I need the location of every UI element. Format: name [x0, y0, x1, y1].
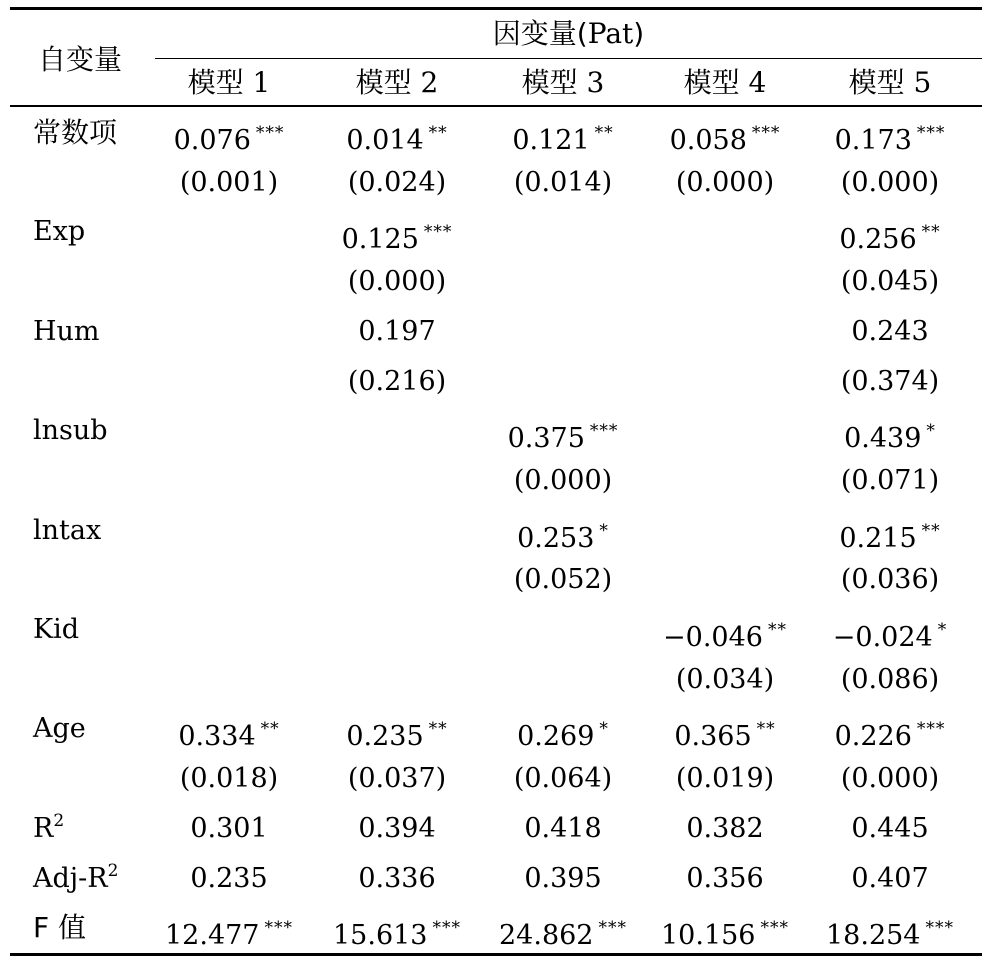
significance-stars: **	[428, 123, 448, 143]
model-header-1: 模型 1	[187, 66, 271, 99]
table-cell: 12.477 ***	[165, 918, 293, 952]
model-header-4: 模型 4	[683, 66, 767, 99]
table-cell: (0.000)	[840, 763, 940, 795]
significance-stars: ***	[432, 918, 461, 939]
table-cell: 0.407	[851, 862, 929, 894]
significance-stars: *	[937, 620, 948, 640]
table-cell: 0.439 *	[844, 421, 936, 455]
row-label: 常数项	[33, 116, 118, 149]
table-cell: 0.125 ***	[341, 222, 453, 256]
table-cell: 0.356	[686, 862, 764, 894]
significance-stars: ***	[925, 918, 954, 939]
significance-stars: ***	[589, 421, 619, 442]
table-cell: 0.269 *	[517, 719, 609, 753]
table-cell: (0.014)	[513, 166, 613, 198]
table-cell: 0.334 **	[178, 719, 280, 753]
table-cell: 0.076 ***	[173, 123, 285, 156]
significance-stars: **	[428, 719, 448, 740]
table-cell: 0.173 ***	[834, 123, 946, 156]
table-cell: (0.019)	[675, 763, 775, 795]
table-cell: (0.374)	[840, 365, 940, 397]
table-cell: 0.445	[851, 812, 929, 844]
table-cell: 0.014 **	[346, 123, 448, 156]
stub-header: 自变量	[37, 43, 122, 76]
table-cell: (0.216)	[347, 365, 447, 397]
table-cell: 0.365 **	[674, 719, 776, 753]
table-cell: (0.000)	[513, 464, 613, 496]
table-cell: (0.045)	[840, 266, 940, 298]
table-cell: 15.613 ***	[333, 918, 461, 952]
model-header-2: 模型 2	[355, 66, 439, 99]
significance-stars: *	[599, 520, 609, 541]
significance-stars: ***	[760, 918, 789, 939]
table-cell: (0.000)	[347, 266, 447, 298]
row-label: lntax	[33, 514, 102, 546]
table-cell: 24.862 ***	[499, 918, 627, 952]
table-cell: (0.037)	[347, 763, 447, 795]
significance-stars: ***	[423, 222, 453, 243]
table-cell: 0.253 *	[517, 520, 609, 554]
significance-stars: **	[756, 719, 776, 740]
table-cell: (0.024)	[347, 166, 447, 198]
significance-stars: **	[921, 222, 941, 243]
table-cell: 18.254 ***	[826, 918, 954, 952]
table-cell: (0.000)	[840, 166, 940, 198]
table-cell: (0.064)	[513, 763, 613, 795]
table-cell: 0.418	[524, 812, 602, 844]
significance-stars: *	[599, 719, 609, 740]
row-label: F 值	[33, 911, 87, 945]
significance-stars: ***	[264, 918, 293, 939]
row-label: Kid	[33, 614, 80, 645]
table-cell: 0.395	[524, 862, 602, 894]
table-cell: −0.046 **	[663, 620, 787, 653]
table-cell: 0.197	[358, 315, 436, 347]
significance-stars: ***	[255, 123, 285, 143]
row-label: Hum	[33, 315, 100, 347]
table-cell: (0.086)	[840, 663, 940, 695]
dependent-variable-prefix: 因变量(	[492, 17, 588, 50]
significance-stars: *	[926, 421, 936, 442]
significance-stars: ***	[598, 918, 627, 939]
table-cell: 0.058 ***	[669, 123, 781, 156]
bottom-rule	[10, 953, 982, 956]
row-label: Exp	[33, 216, 86, 248]
table-cell: 0.336	[358, 862, 436, 894]
table-cell: (0.071)	[840, 464, 940, 496]
table-cell: 10.156 ***	[661, 918, 789, 952]
significance-stars: ***	[916, 719, 946, 740]
table-cell: 0.243	[851, 315, 929, 347]
dependent-variable-suffix: )	[633, 17, 645, 50]
row-label: $R^2$	[33, 810, 65, 844]
significance-stars: **	[594, 123, 614, 143]
model-header-5: 模型 5	[848, 66, 932, 99]
table-cell: 0.382	[686, 812, 764, 844]
significance-stars: **	[921, 520, 941, 541]
table-cell: 0.226 ***	[834, 719, 946, 753]
table-cell: (0.018)	[179, 763, 279, 795]
row-label: Adj-$R^2$	[33, 860, 119, 894]
dependent-variable-name: Pat	[587, 17, 634, 50]
table-cell: 0.235 **	[346, 719, 448, 753]
table-cell: (0.000)	[675, 166, 775, 198]
table-cell: −0.024 *	[832, 620, 948, 653]
significance-stars: ***	[751, 123, 781, 143]
significance-stars: **	[767, 620, 787, 640]
model-header-3: 模型 3	[521, 66, 605, 99]
table-cell: 0.394	[358, 812, 436, 844]
table-cell: 0.235	[190, 862, 268, 894]
table-cell: 0.256 **	[839, 222, 941, 256]
row-label: lnsub	[33, 415, 108, 447]
table-cell: 0.301	[190, 812, 268, 844]
table-cell: (0.036)	[840, 564, 940, 596]
row-label: Age	[33, 713, 86, 745]
dependent-variable-header	[155, 10, 982, 58]
table-cell: (0.001)	[179, 166, 279, 198]
table-cell: 0.375 ***	[507, 421, 619, 455]
table-cell: 0.215 **	[839, 520, 941, 554]
significance-stars: **	[260, 719, 280, 740]
table-cell: (0.034)	[675, 663, 775, 695]
significance-stars: ***	[916, 123, 946, 143]
table-cell: (0.052)	[513, 564, 613, 596]
table-cell: 0.121 **	[512, 123, 614, 156]
